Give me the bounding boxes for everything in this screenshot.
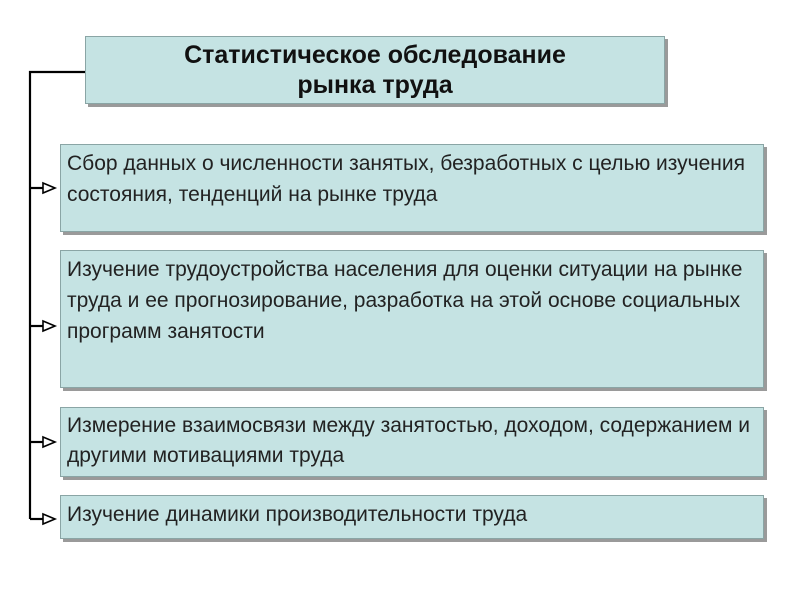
item-box-employment-study: Изучение трудоустройства населения для оценки ситуации на рынке труда и ее прогнозирование, разработка на этой основе социальных программ занятости [60,250,764,388]
branch-arrow-2 [30,321,55,331]
branch-arrow-4 [30,514,55,524]
branch-arrow-1 [30,183,55,193]
item-box-data-collection: Сбор данных о численности занятых, безработных с целью изучения состояния, тенденций на рынке труда [60,144,764,232]
branch-arrow-3 [30,437,55,447]
item-box-productivity-dynamics: Изучение динамики производительности труда [60,495,764,539]
item-box-relationship-measurement: Измерение взаимосвязи между занятостью, доходом, содержанием и другими мотивациями труда [60,407,764,477]
title-box: Статистическое обследование рынка труда [85,36,665,104]
